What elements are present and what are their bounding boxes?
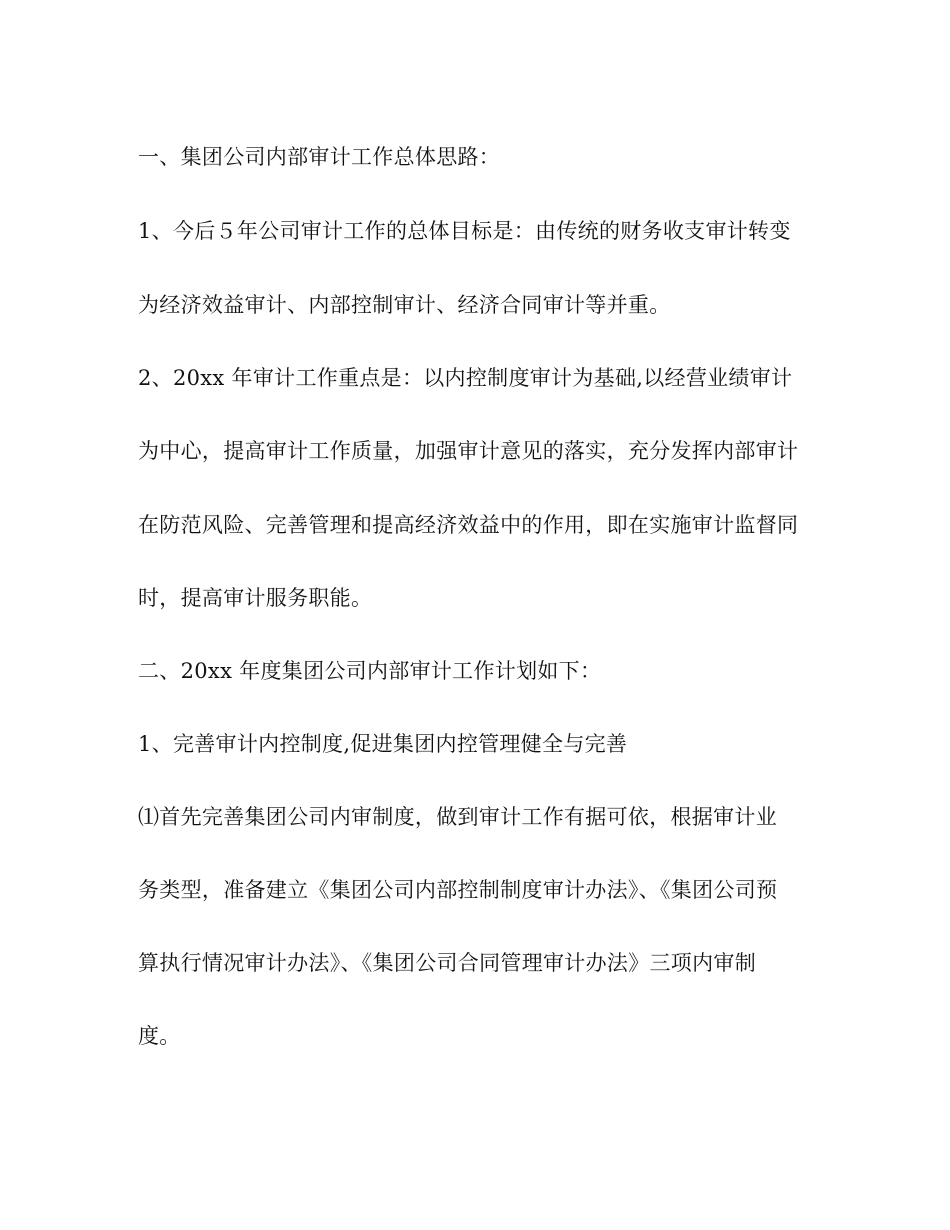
paragraph-line: 2、20xx 年审计工作重点是：以内控制度审计为基础,以经营业绩审计 xyxy=(138,366,793,390)
paragraph-line: 算执行情况审计办法》、《集团公司合同管理审计办法》三项内审制 xyxy=(138,951,756,975)
paragraph-line: 1、今后５年公司审计工作的总体目标是：由传统的财务收支审计转变 xyxy=(138,219,791,243)
paragraph-line: 为经济效益审计、内部控制审计、经济合同审计等并重。 xyxy=(138,293,671,317)
paragraph-line: 1、完善审计内控制度,促进集团内控管理健全与完善 xyxy=(138,732,628,756)
paragraph-line: 为中心，提高审计工作质量，加强审计意见的落实，充分发挥内部审计 xyxy=(138,439,799,463)
paragraph-line: 务类型，准备建立《集团公司内部控制制度审计办法》、《集团公司预 xyxy=(138,878,778,902)
section-heading-1: 一、集团公司内部审计工作总体思路： xyxy=(138,145,501,169)
paragraph-line: ⑴首先完善集团公司内审制度，做到审计工作有据可依，根据审计业 xyxy=(138,805,777,829)
section-heading-2: 二、20xx 年度集团公司内部审计工作计划如下： xyxy=(138,659,602,683)
paragraph-line: 时，提高审计服务职能。 xyxy=(138,586,373,610)
paragraph-line: 在防范风险、完善管理和提高经济效益中的作用，即在实施审计监督同 xyxy=(138,513,799,537)
paragraph-line: 度。 xyxy=(138,1024,181,1048)
